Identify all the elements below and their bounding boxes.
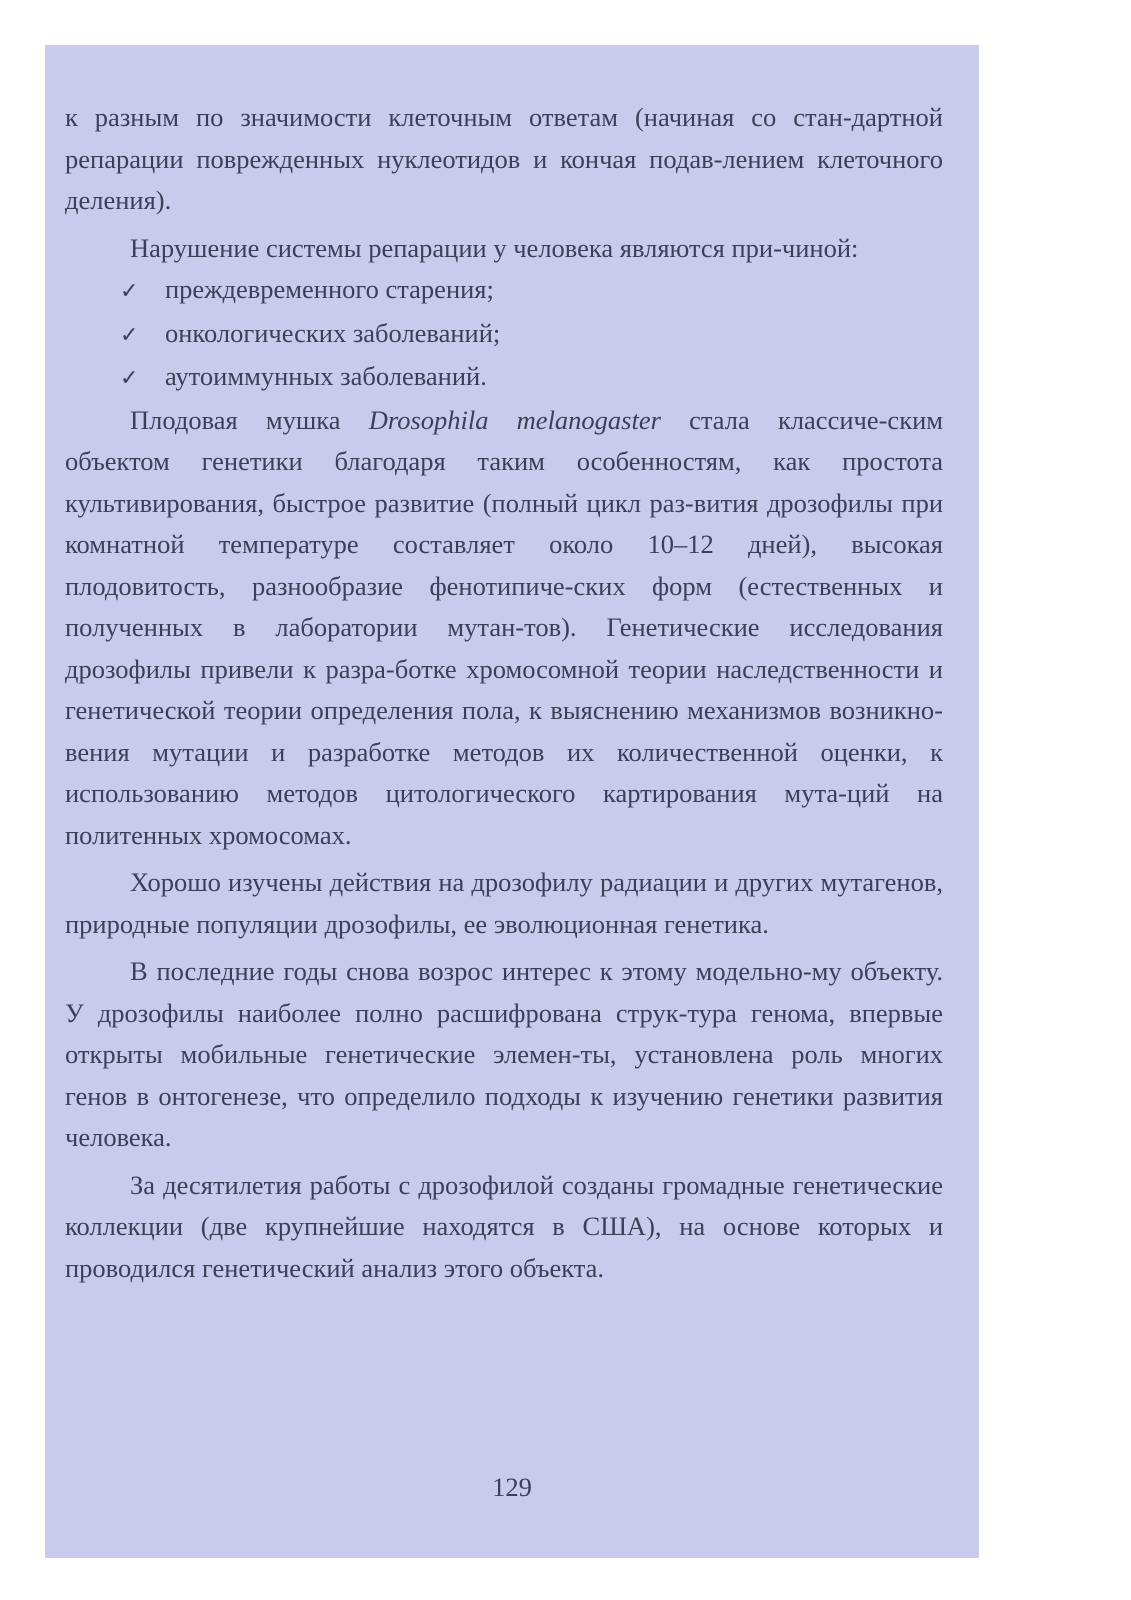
paragraph-collections: За десятилетия работы с дрозофилой созданы громадные генетические коллекции (две крупнейшие находятся в США), на основе которых и проводился генетический анализ этого объекта. — [65, 1169, 943, 1283]
paragraph-repair-intro: Нарушение системы репарации у человека являются при-чиной: — [130, 232, 859, 263]
list-item-text: преждевременного старения; — [165, 274, 494, 304]
checkmark-icon: ✓ — [120, 279, 139, 304]
repair-disorders-list — [65, 269, 943, 400]
checkmark-icon: ✓ — [120, 322, 139, 348]
checkmark-icon: ✓ — [120, 366, 139, 391]
list-item-text: аутоиммунных заболеваний. — [165, 361, 487, 391]
paragraph-drosophila — [65, 400, 943, 857]
drosophila-body-text: стала классиче-ским объектом генетики благодаря таким особенностям, как простота культивирования, быстрое развитие (полный цикл раз-вития дрозофилы при комнатной температуре составляет около 10–12 дней), высокая плодовитость, разнообразие фенотипиче-ских форм (естественных и полученных в лаборатории мутан-тов). Генетические исследования дрозофилы привели к разра-ботке хромосомной теории наследственности и генетической теории определения пола, к выяснению механизмов возникно-вения мутации и разработке методов их количественной оценки, к использованию методов цитологического картирования мута-ций на политенных хромосомах. — [65, 404, 944, 850]
list-item — [120, 313, 943, 357]
list-item — [120, 356, 943, 400]
page-number: 129 — [492, 1472, 532, 1502]
book-page — [45, 45, 979, 1558]
list-item — [120, 269, 943, 313]
drosophila-lead-text: Плодовая мушка — [130, 404, 341, 435]
list-item-text: онкологических заболеваний; — [165, 317, 501, 348]
paragraph-recent-interest: В последние годы снова возрос интерес к этому модельно-му объекту. У дрозофилы наиболее полно расшифрована струк-тура генома, впервые открыты мобильные генетические элемен-ты, установлена роль многих генов в онтогенезе, что определило подходы к изучению генетики развития человека. — [65, 956, 943, 1152]
paragraph-studied: Хорошо изучены действия на дрозофилу радиации и других мутагенов, природные популяции дрозофилы, ее эволюционная генетика. — [65, 867, 943, 939]
species-name: Drosophila melanogaster — [368, 404, 661, 435]
paragraph-continuation: к разным по значимости клеточным ответам (начиная со стан-дартной репарации поврежденных нуклеотидов и кончая подав-лением клеточного деления). — [65, 102, 943, 215]
